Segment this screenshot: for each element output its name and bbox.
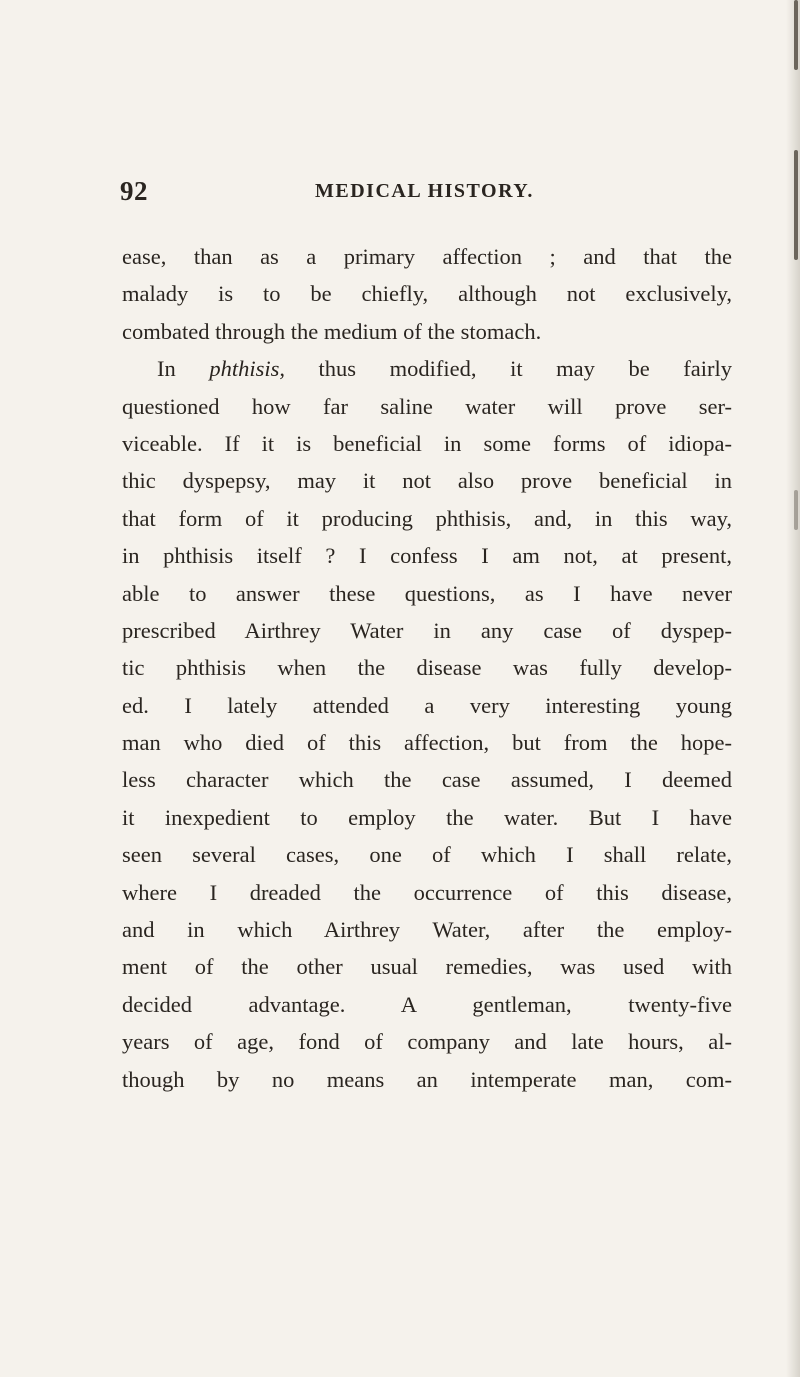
text-line: ease, than as a primary affection ; and that the [122, 244, 732, 269]
text-line: less character which the case assumed, I deemed [122, 767, 732, 793]
text-line: years of age, fond of company and late hours, al- [122, 1029, 732, 1055]
text-line: ment of the other usual remedies, was used with [122, 954, 732, 980]
text-line: thic dyspepsy, may it not also prove beneficial in [122, 468, 732, 494]
edge-shadow-mark [794, 150, 798, 260]
running-head: MEDICAL HISTORY. [315, 180, 534, 202]
text-line: decided advantage. A gentleman, twenty-five [122, 991, 732, 1017]
text-line: and in which Airthrey Water, after the employ- [122, 917, 732, 943]
text-segment: thus modified, it may be fairly [284, 356, 732, 382]
edge-shadow-mark [794, 490, 798, 530]
text-line: ed. I lately attended a very interesting young [122, 692, 732, 718]
text-line: that form of it producing phthisis, and, in this way, [122, 505, 732, 531]
text-line: man who died of this affection, but from the hope- [122, 730, 732, 756]
text-line: able to answer these questions, as I have never [122, 580, 732, 606]
edge-shadow-mark [794, 0, 798, 70]
page-header [120, 176, 720, 206]
text-line: viceable. If it is beneficial in some forms of idiopa- [122, 430, 732, 456]
text-line: questioned how far saline water will prove ser- [122, 393, 732, 419]
italic-term: phthisis, [209, 356, 285, 382]
page-number: 92 [120, 176, 148, 206]
text-line: combated through the medium of the stomach. [122, 318, 542, 344]
text-line: seen several cases, one of which I shall relate, [122, 842, 732, 868]
text-line: where I dreaded the occurrence of this disease, [122, 879, 732, 905]
text-line: tic phthisis when the disease was fully develop- [122, 655, 732, 681]
text-line: it inexpedient to employ the water. But I have [122, 804, 732, 830]
text-segment: In [157, 356, 210, 382]
text-line: in phthisis itself ? I confess I am not, at present, [122, 543, 732, 569]
text-line [122, 350, 732, 387]
page-edge [786, 0, 800, 1377]
text-line: prescribed Airthrey Water in any case of dyspep- [122, 617, 732, 643]
text-line: though by no means an intemperate man, com- [122, 1066, 732, 1092]
body-text [122, 238, 732, 1098]
text-line: malady is to be chiefly, although not exclusively, [122, 281, 732, 307]
